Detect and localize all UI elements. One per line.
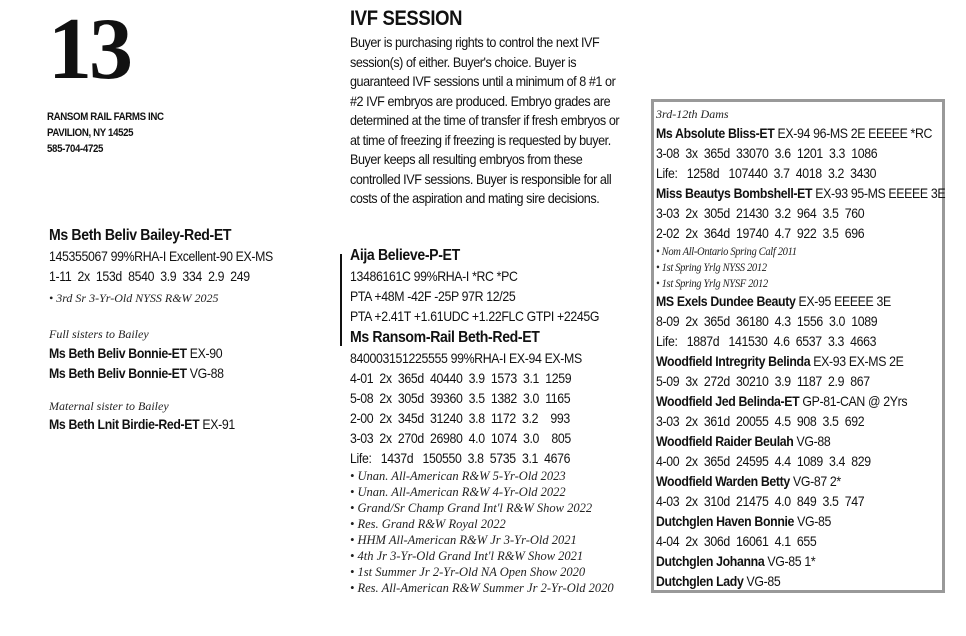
full-sister-name: Ms Beth Beliv Bonnie-ET xyxy=(49,365,187,381)
dam-ancestor-line xyxy=(656,183,945,203)
ivf-text: Buyer is purchasing rights to control the next IVF session(s) of either. Buyer's choice. Buyer is guaranteed IVF sessions until a minimum of 8 #1 or #2 IVF embryos are produced. Embryo grades are determined at the time of transfer if fresh embryos or at time of freezing if freezing is requested by buyer. Buyer keeps all resulting embryos from these controlled IVF sessions. Buyer is responsible for all costs of the aspiration and mating sire decisions. xyxy=(350,34,620,206)
dam-ancestor-name: Ms Absolute Bliss-ET xyxy=(656,125,775,141)
dam-ancestor-record: 3-03 2x 361d 20055 4.5 908 3.5 692 xyxy=(656,413,865,429)
full-sister-name: Ms Beth Beliv Bonnie-ET xyxy=(49,345,187,361)
dam-award: • HHM All-American R&W Jr 3-Yr-Old 2021 xyxy=(350,533,577,547)
ivf-title: IVF SESSION xyxy=(350,7,463,30)
dam-ancestor-record: 4-00 2x 365d 24595 4.4 1089 3.4 829 xyxy=(656,453,871,469)
dam-ancestor-line xyxy=(656,551,945,571)
dam-ancestor-classification: EX-94 96-MS 2E EEEEE *RC xyxy=(774,125,933,141)
dam-reg: 840003151225555 99%RHA-I EX-94 EX-MS xyxy=(350,350,582,366)
dam-ancestor-name: Dutchglen Haven Bonnie xyxy=(656,513,795,529)
main-animal-name: Ms Beth Beliv Bailey-Red-ET xyxy=(49,227,232,244)
dam-record: 4-01 2x 365d 40440 3.9 1573 3.1 1259 xyxy=(350,370,572,386)
dam-ancestor-line xyxy=(656,471,945,491)
full-sisters-list xyxy=(49,343,224,383)
dam-award: • Res. All-American R&W Summer Jr 2-Yr-Old 2020 xyxy=(350,581,614,595)
pedigree-bracket xyxy=(340,254,342,346)
dam-award: • 1st Summer Jr 2-Yr-Old NA Open Show 2020 xyxy=(350,565,586,579)
dam-ancestor-line xyxy=(656,123,945,143)
dam-award: • Res. Grand R&W Royal 2022 xyxy=(350,517,506,531)
dam-ancestor-classification: VG-85 1* xyxy=(764,553,816,569)
dam-ancestor-award: • 1st Spring Yrlg NYSF 2012 xyxy=(656,276,768,290)
dam-ancestor-award: • 1st Spring Yrlg NYSS 2012 xyxy=(656,260,767,274)
dam-ancestor-line xyxy=(656,391,945,411)
sire-name: Aija Believe-P-ET xyxy=(350,247,460,264)
dam-ancestor-name: Woodfield Warden Betty xyxy=(656,473,790,489)
sire-pta-type: PTA +2.41T +1.61UDC +1.22FLC GTPI +2245G xyxy=(350,308,600,324)
dam-record: 3-03 2x 270d 26980 4.0 1074 3.0 805 xyxy=(350,430,571,446)
dam-ancestor-name: Woodfield Intregrity Belinda xyxy=(656,353,811,369)
dams-box-label: 3rd-12th Dams xyxy=(656,107,729,121)
lot-number: 13 xyxy=(48,1,130,98)
dam-ancestor-classification: EX-93 95-MS EEEEE 3E xyxy=(812,185,946,201)
maternal-sister-line xyxy=(49,414,235,434)
dam-ancestor-line xyxy=(656,291,945,311)
dam-ancestor-name: Dutchglen Lady xyxy=(656,573,744,589)
dam-ancestor-record: 5-09 3x 272d 30210 3.9 1187 2.9 867 xyxy=(656,373,870,389)
dam-award: • 4th Jr 3-Yr-Old Grand Int'l R&W Show 2021 xyxy=(350,549,584,563)
full-sister-score: VG-88 xyxy=(186,365,224,381)
dam-lifetime-record: Life: 1437d 150550 3.8 5735 3.1 4676 xyxy=(350,450,571,466)
dam-award: • Unan. All-American R&W 4-Yr-Old 2022 xyxy=(350,485,566,499)
dam-ancestor-name: Woodfield Jed Belinda-ET xyxy=(656,393,800,409)
full-sister-item xyxy=(49,343,224,363)
dam-block xyxy=(350,328,582,468)
dam-ancestor-classification: VG-88 xyxy=(793,433,831,449)
main-animal-reg: 145355067 99%RHA-I Excellent-90 EX-MS xyxy=(49,248,273,264)
dam-ancestor-line xyxy=(656,351,945,371)
dam-ancestor-record: 4-04 2x 306d 16061 4.1 655 xyxy=(656,533,817,549)
dams-box-content xyxy=(656,106,966,591)
full-sister-score: EX-90 xyxy=(186,345,223,361)
dam-record: 2-00 2x 345d 31240 3.8 1172 3.2 993 xyxy=(350,410,570,426)
dam-ancestor-record: 3-08 3x 365d 33070 3.6 1201 3.3 1086 xyxy=(656,145,878,161)
dam-ancestor-classification: EX-93 EX-MS 2E xyxy=(810,353,904,369)
main-animal-record: 1-11 2x 153d 8540 3.9 334 2.9 249 xyxy=(49,268,250,284)
dam-ancestor-line xyxy=(656,431,945,451)
dam-ancestor-classification: VG-85 xyxy=(743,573,781,589)
main-animal-award: • 3rd Sr 3-Yr-Old NYSS R&W 2025 xyxy=(49,291,219,305)
dam-name: Ms Ransom-Rail Beth-Red-ET xyxy=(350,329,540,346)
dam-ancestor-record: 8-09 2x 365d 36180 4.3 1556 3.0 1089 xyxy=(656,313,878,329)
dam-ancestor-record: Life: 1887d 141530 4.6 6537 3.3 4663 xyxy=(656,333,877,349)
dam-ancestor-classification: EX-95 EEEEE 3E xyxy=(795,293,891,309)
sire-reg: 13486161C 99%RHA-I *RC *PC xyxy=(350,268,518,284)
full-sister-item xyxy=(49,363,224,383)
sire-pta-production: PTA +48M -42F -25P 97R 12/25 xyxy=(350,288,516,304)
dam-ancestor-line xyxy=(656,511,945,531)
dam-record: 5-08 2x 305d 39360 3.5 1382 3.0 1165 xyxy=(350,390,571,406)
dam-award: • Unan. All-American R&W 5-Yr-Old 2023 xyxy=(350,469,566,483)
main-animal-block xyxy=(49,226,273,286)
maternal-sister-name: Ms Beth Lnit Birdie-Red-ET xyxy=(49,416,200,432)
dam-ancestor-name: MS Exels Dundee Beauty xyxy=(656,293,796,309)
dam-ancestor-name: Dutchglen Johanna xyxy=(656,553,765,569)
dam-ancestor-record: 2-02 2x 364d 19740 4.7 922 3.5 696 xyxy=(656,225,865,241)
dam-ancestor-name: Miss Beautys Bombshell-ET xyxy=(656,185,813,201)
consignor-block xyxy=(47,109,164,157)
dam-award: • Grand/Sr Champ Grand Int'l R&W Show 2022 xyxy=(350,501,593,515)
dam-ancestor-line xyxy=(656,571,945,591)
consignor-phone: 585-704-4725 xyxy=(47,143,104,155)
dam-ancestor-record: 4-03 2x 310d 21475 4.0 849 3.5 747 xyxy=(656,493,865,509)
sire-block xyxy=(350,246,599,326)
dam-awards xyxy=(350,468,614,596)
consignor-name: RANSOM RAIL FARMS INC xyxy=(47,111,164,123)
dam-ancestor-record: 3-03 2x 305d 21430 3.2 964 3.5 760 xyxy=(656,205,865,221)
dam-ancestor-name: Woodfield Raider Beulah xyxy=(656,433,794,449)
dam-ancestor-classification: GP-81-CAN @ 2Yrs xyxy=(799,393,908,409)
dam-ancestor-classification: VG-87 2* xyxy=(789,473,841,489)
dam-ancestor-classification: VG-85 xyxy=(794,513,831,529)
dams-list xyxy=(656,123,945,591)
maternal-sister-score: EX-91 xyxy=(199,416,235,432)
dam-ancestor-award: • Nom All-Ontario Spring Calf 2011 xyxy=(656,244,797,258)
maternal-sister-label: Maternal sister to Bailey xyxy=(49,399,169,413)
full-sisters-label: Full sisters to Bailey xyxy=(49,327,149,341)
dam-ancestor-record: Life: 1258d 107440 3.7 4018 3.2 3430 xyxy=(656,165,877,181)
consignor-city: PAVILION, NY 14525 xyxy=(47,127,134,139)
